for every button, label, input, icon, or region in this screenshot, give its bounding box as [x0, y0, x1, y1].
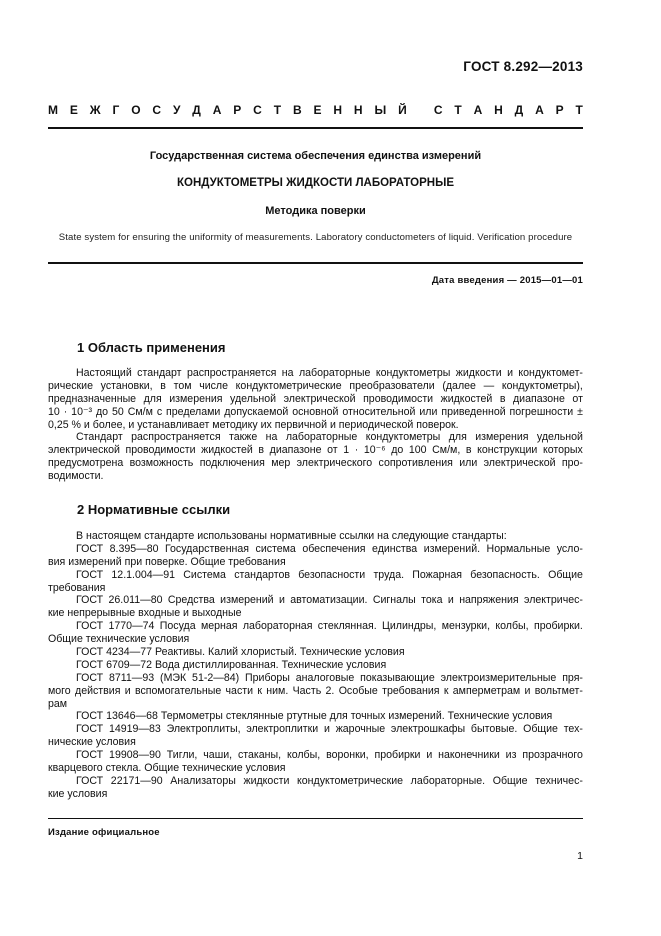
- interstate-letter: С: [433, 103, 443, 117]
- footer-rule: [48, 818, 583, 819]
- interstate-letter: Е: [69, 103, 78, 117]
- section-1-body: [48, 367, 583, 483]
- reference-line: ГОСТ 4234—77 Реактивы. Калий хлористый. Технические условия: [76, 646, 405, 659]
- interstate-letter: Д: [192, 103, 201, 117]
- reference-line: ГОСТ 22171—90 Анализаторы жидкости кондуктометрические лабораторные. Общие техничес-: [76, 774, 583, 787]
- interstate-letter: Д: [514, 103, 524, 117]
- section-2-body: [48, 530, 583, 801]
- interstate-letter: А: [535, 103, 544, 117]
- reference-line: ГОСТ 19908—90 Тигли, чаши, стаканы, колбы, воронки, пробирки и наконечники из прозрачного: [76, 749, 583, 762]
- document-code: ГОСТ 8.292—2013: [463, 59, 583, 74]
- section-1-heading: 1 Область применения: [77, 340, 226, 355]
- interstate-letter: О: [131, 103, 141, 117]
- reference-line: ГОСТ 12.1.004—91 Система стандартов безопасности труда. Пожарная безопасность. Общие: [76, 568, 583, 581]
- page-number: 1: [577, 850, 583, 862]
- header-rule: [48, 127, 583, 129]
- reference-line: ГОСТ 1770—74 Посуда мерная лабораторная стеклянная. Цилиндры, мензурки, колбы, пробирки.: [76, 620, 583, 633]
- english-title: State system for ensuring the uniformity of measurements. Laboratory conductometers of liquid. Verification procedure: [58, 232, 573, 243]
- reference-line: нические условия: [48, 736, 136, 749]
- text-line: 10 · 10⁻³ до 50 См/м с пределами допускаемой основной относительной или приведенной погрешности ±: [48, 405, 583, 418]
- reference-line: требования: [48, 581, 106, 594]
- main-title: КОНДУКТОМЕТРЫ ЖИДКОСТИ ЛАБОРАТОРНЫЕ: [176, 177, 455, 189]
- interstate-letter: С: [152, 103, 162, 117]
- interstate-letter: Ы: [374, 103, 387, 117]
- system-title: Государственная система обеспечения единства измерений: [149, 150, 482, 162]
- interstate-letter: А: [473, 103, 483, 117]
- reference-line: ГОСТ 14919—83 Электроплиты, электроплитки и жарочные электрошкафы бытовые. Общие тех-: [76, 723, 583, 736]
- interstate-letter: Е: [313, 103, 322, 117]
- text-line: предусмотрена возможность подключения мер электрического сопротивления или электрической про-: [48, 457, 583, 470]
- interstate-letter: У: [172, 103, 181, 117]
- interstate-letter: Т: [575, 103, 583, 117]
- interstate-letter: В: [292, 103, 302, 117]
- text-line: рические установки, в том числе кондуктометрические преобразователи (далее — кондуктометры),: [48, 379, 583, 392]
- reference-line: ГОСТ 13646—68 Термометры стеклянные ртутные для точных измерений. Технические условия: [76, 710, 553, 723]
- official-edition-label: Издание официальное: [48, 827, 160, 838]
- reference-line: вия измерений при поверке. Общие требования: [48, 555, 286, 568]
- reference-line: кварцевого стекла. Общие технические условия: [48, 762, 286, 775]
- interstate-letter: Т: [273, 103, 282, 117]
- introduction-date: Дата введения — 2015—01—01: [431, 275, 583, 286]
- reference-line: ГОСТ 8711—93 (МЭК 51-2—84) Приборы аналоговые показывающие электроизмерительные пря-: [76, 671, 583, 684]
- interstate-letter: Н: [333, 103, 343, 117]
- text-line: электрической проводимости жидкостей в диапазоне от 1 · 10⁻⁶ до 100 См/м, в конструкции которых: [48, 444, 583, 457]
- interstate-letter: М: [48, 103, 58, 117]
- interstate-letter: С: [253, 103, 262, 117]
- reference-line: В настоящем стандарте использованы нормативные ссылки на следующие стандарты:: [76, 530, 507, 542]
- reference-line: ГОСТ 6709—72 Вода дистиллированная. Технические условия: [76, 658, 387, 671]
- subtitle: Методика поверки: [265, 205, 366, 217]
- interstate-letter: Н: [494, 103, 503, 117]
- text-line: водимости.: [48, 470, 104, 483]
- interstate-letter: Р: [233, 103, 242, 117]
- title-block-rule: [48, 262, 583, 264]
- interstate-letter: Н: [353, 103, 363, 117]
- interstate-letter: Г: [112, 103, 120, 117]
- reference-line: кие условия: [48, 787, 108, 800]
- text-line: 0,25 % и более, и устанавливает методику их первичной и периодической поверок.: [48, 418, 459, 431]
- text-line: Настоящий стандарт распространяется на лабораторные кондуктометры жидкости и кондуктомет-: [76, 367, 583, 379]
- section-2-heading: 2 Нормативные ссылки: [77, 502, 231, 517]
- reference-line: Общие технические условия: [48, 633, 190, 646]
- interstate-letter: [419, 103, 422, 117]
- interstate-letter: Ж: [89, 103, 101, 117]
- reference-line: ГОСТ 8.395—80 Государственная система обеспечения единства измерений. Нормальные усло-: [76, 542, 583, 555]
- reference-line: мого действия и вспомогательные части к ним. Часть 2. Особые требования к амперметрам и вольтмет-: [48, 684, 583, 697]
- interstate-letter: А: [212, 103, 222, 117]
- reference-line: кие непрерывные входные и выходные: [48, 607, 242, 620]
- reference-line: ГОСТ 26.011—80 Средства измерений и автоматизации. Сигналы тока и напряжения электричес-: [76, 594, 583, 607]
- reference-line: рам: [48, 697, 68, 710]
- interstate-letter: Й: [398, 103, 407, 117]
- text-line: предназначенные для измерения удельной электрической проводимости жидкостей в диапазоне от: [48, 392, 583, 405]
- interstate-letter: Р: [555, 103, 564, 117]
- interstate-standard-heading: [48, 103, 583, 117]
- text-line: Стандарт распространяется также на лабораторные кондуктометры для измерения удельной: [76, 431, 583, 444]
- interstate-letter: Т: [454, 103, 462, 117]
